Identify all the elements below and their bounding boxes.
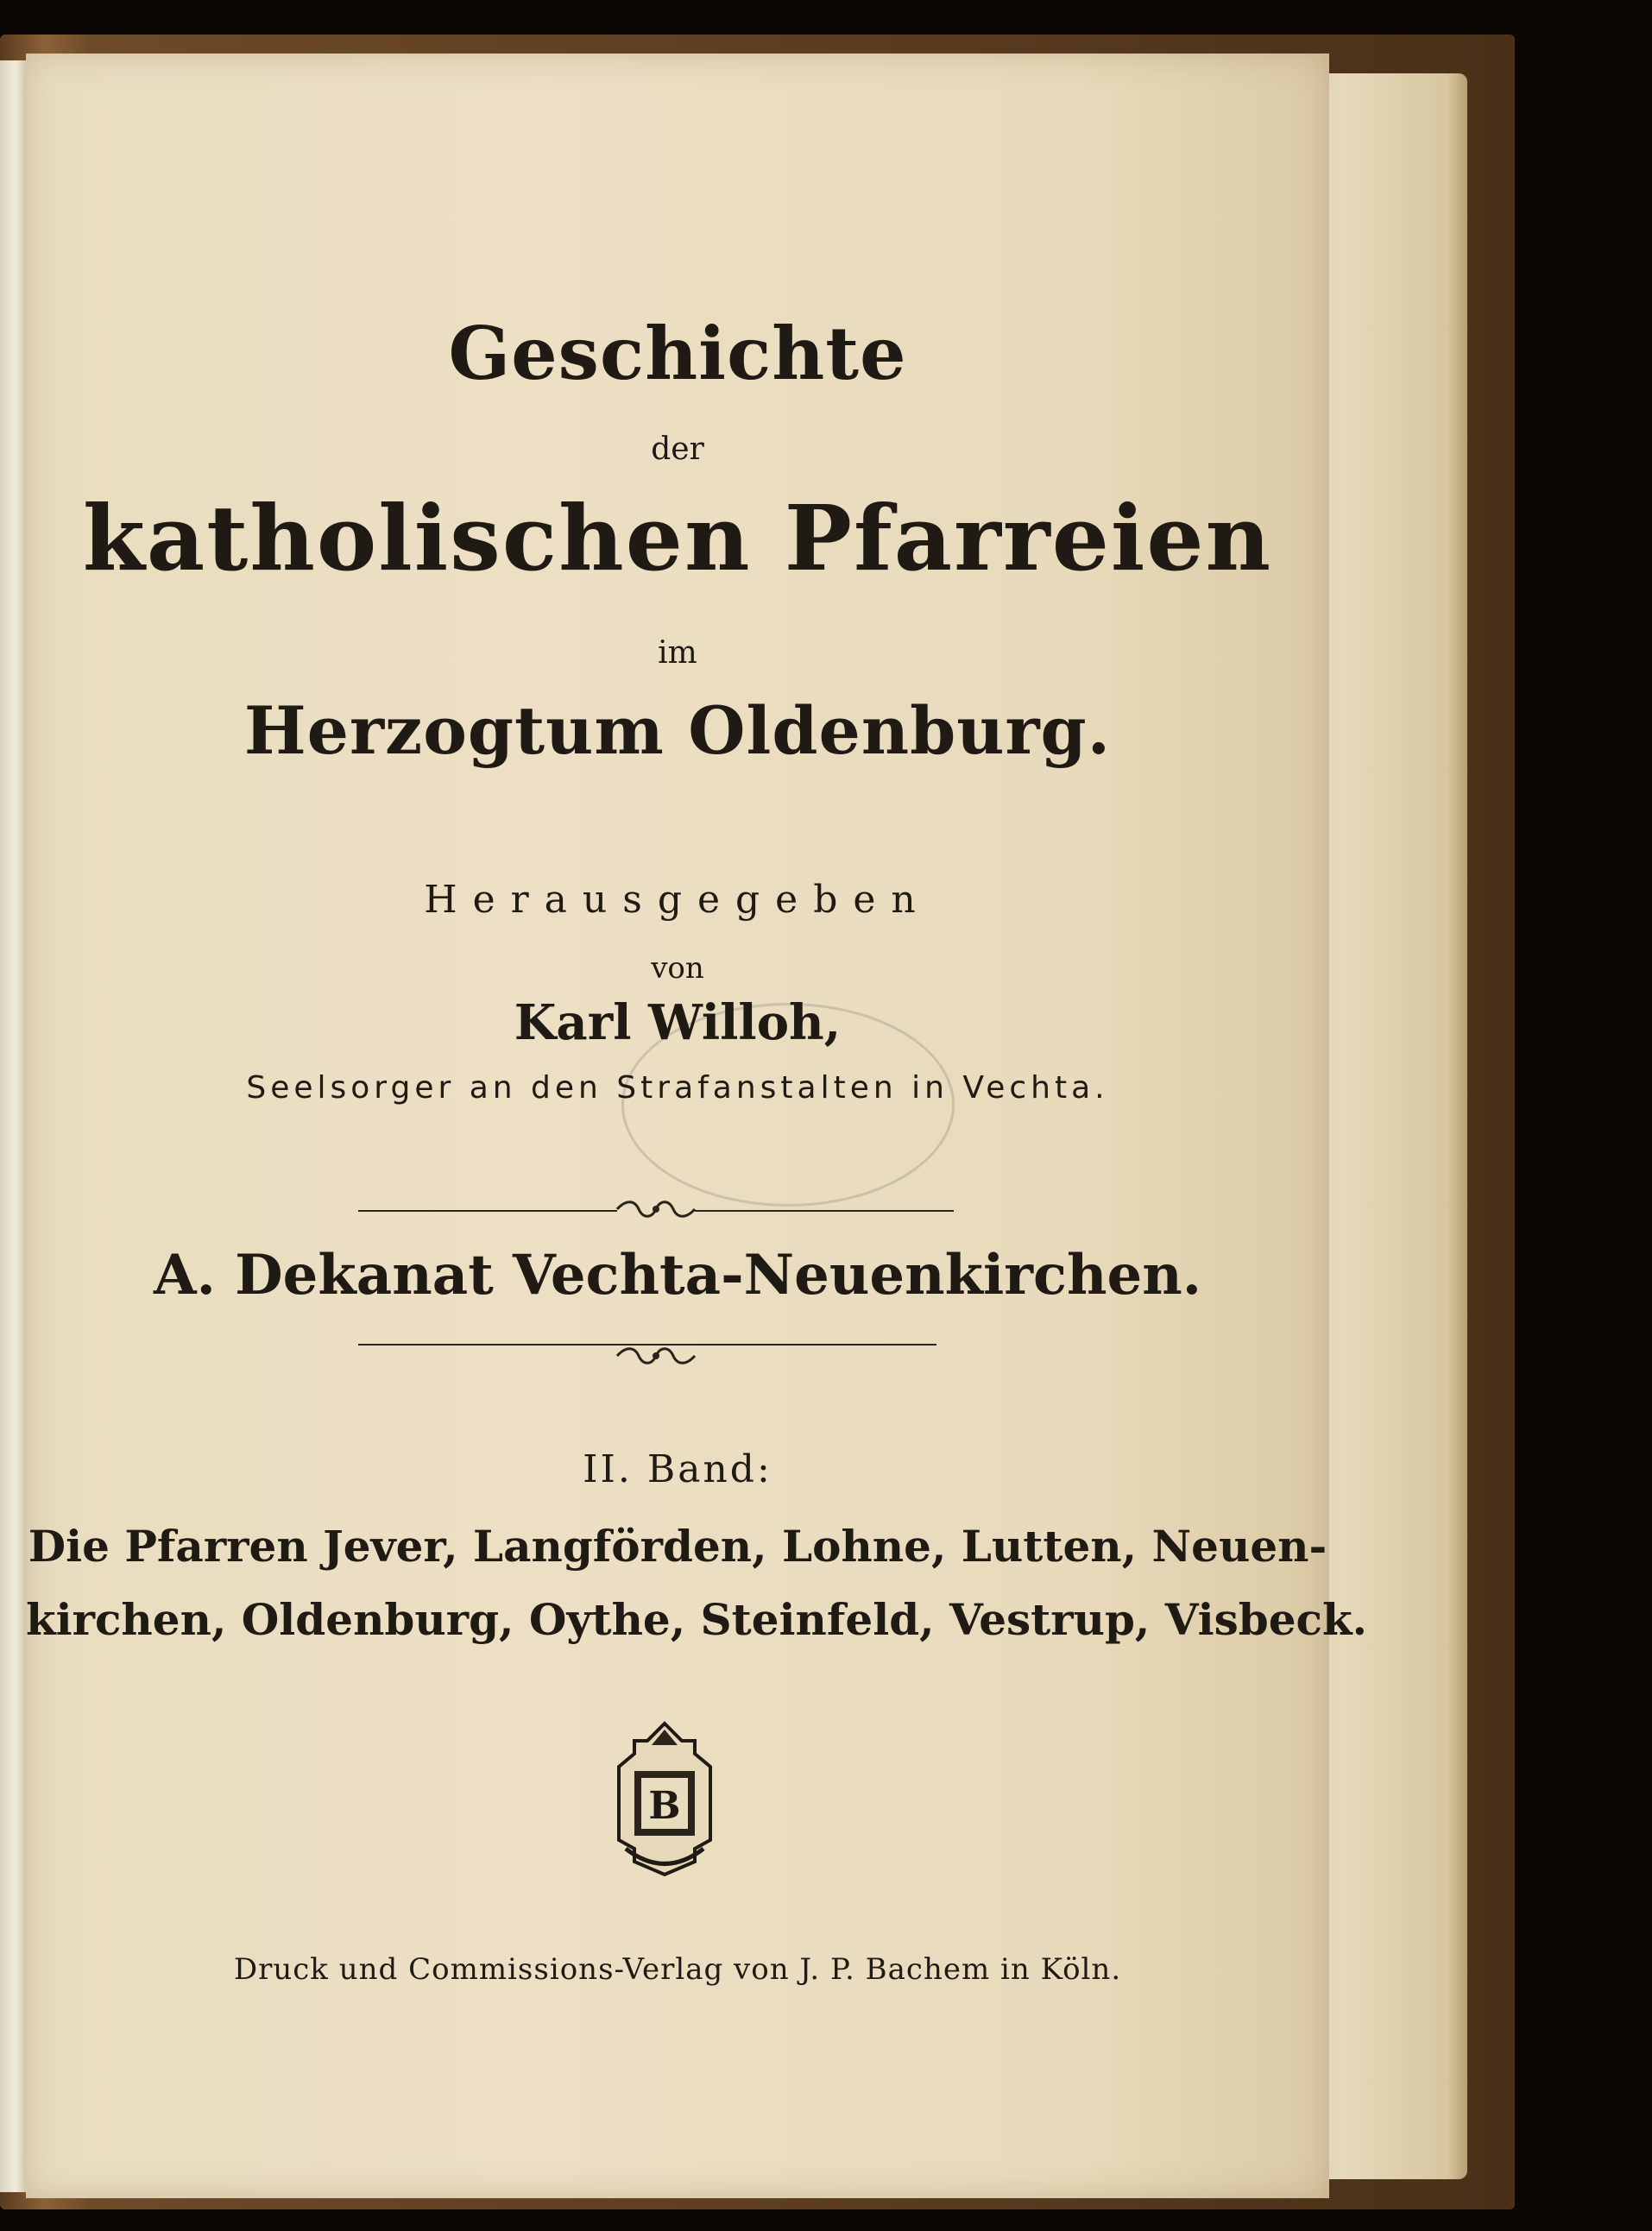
flourish-ornament-icon bbox=[613, 1200, 699, 1219]
divider-rule-bottom bbox=[358, 1344, 936, 1346]
book-title-region: Herzogtum Oldenburg. bbox=[243, 692, 1112, 769]
volume-contents-line-1: Die Pfarren Jever, Langförden, Lohne, Lutten, Neuen- bbox=[28, 1521, 1327, 1572]
divider-rule-right-top bbox=[695, 1210, 954, 1212]
volume-label: II. Band: bbox=[583, 1447, 772, 1491]
left-page-edge bbox=[0, 60, 26, 2192]
section-heading: A. Dekanat Vechta-Neuenkirchen. bbox=[153, 1243, 1202, 1308]
imprint: Druck und Commissions-Verlag von J. P. Bachem in Köln. bbox=[233, 1952, 1122, 1987]
book-title: Geschichte bbox=[448, 311, 907, 396]
editor-label: Herausgegeben bbox=[424, 878, 931, 922]
flourish-ornament-icon bbox=[613, 1346, 699, 1365]
title-article: der bbox=[651, 432, 704, 467]
title-page bbox=[26, 54, 1368, 2198]
editor-by: von bbox=[651, 951, 704, 986]
publisher-emblem-icon bbox=[608, 1719, 721, 1879]
editor-name: Karl Willoh, bbox=[514, 994, 842, 1051]
editor-role: Seelsorger an den Strafanstalten in Vechta. bbox=[246, 1070, 1109, 1106]
title-preposition: im bbox=[658, 635, 697, 671]
divider-rule-left-top bbox=[358, 1210, 617, 1212]
publisher-emblem-letter: B bbox=[648, 1784, 681, 1828]
volume-contents-line-2: kirchen, Oldenburg, Oythe, Steinfeld, Vestrup, Visbeck. bbox=[26, 1594, 1368, 1645]
book-title-main: katholischen Pfarreien bbox=[82, 485, 1273, 591]
